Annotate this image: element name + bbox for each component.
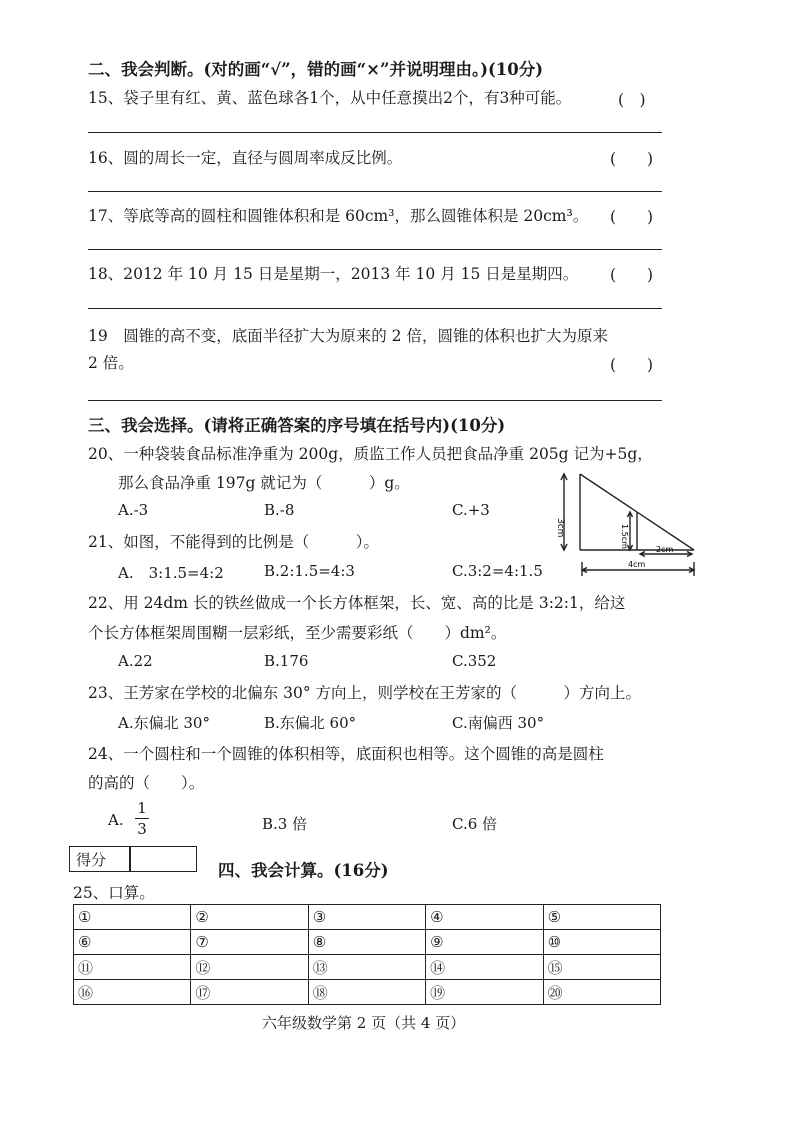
- q23-text: 23、王芳家在学校的北偏东 30° 方向上，则学校在王芳家的（ ）方向上。: [88, 684, 642, 702]
- q17-reason-line[interactable]: [88, 249, 662, 250]
- table-row: [74, 905, 661, 930]
- q19-answer-paren[interactable]: ( ): [610, 356, 654, 374]
- q24-text: 24、一个圆柱和一个圆锥的体积相等，底面积也相等。这个圆锥的高是圆柱: [88, 745, 604, 763]
- q15-reason-line[interactable]: [88, 132, 662, 133]
- q22-text-cont: 个长方体框架周围糊一层彩纸，至少需要彩纸（ ）dm²。: [88, 624, 507, 642]
- section2-title: 二、我会判断。(对的画“√”，错的画“×”并说明理由。)(10分): [88, 60, 544, 79]
- label-3cm: 3cm: [555, 518, 565, 538]
- q16-answer-paren[interactable]: ( ): [610, 150, 654, 168]
- grid-cell-9[interactable]: ⑨: [426, 930, 543, 955]
- label-2cm: 2cm: [656, 545, 674, 554]
- q20-option-a[interactable]: A.-3: [118, 501, 149, 519]
- score-label: 得分: [76, 851, 107, 869]
- section4-title: 四、我会计算。(16分): [218, 861, 389, 880]
- q24-option-a-fraction[interactable]: [135, 799, 149, 838]
- q22-option-c[interactable]: C.352: [452, 652, 497, 670]
- grid-cell-6[interactable]: ⑥: [74, 930, 191, 955]
- grid-cell-4[interactable]: ④: [426, 905, 543, 930]
- grid-cell-19[interactable]: ⑲: [426, 980, 543, 1005]
- q23-option-b[interactable]: B.东偏北 60°: [264, 714, 357, 732]
- q21-text: 21、如图，不能得到的比例是（ ）。: [88, 533, 379, 551]
- q20-option-b[interactable]: B.-8: [264, 501, 295, 519]
- q21-option-a[interactable]: A. 3:1.5=4:2: [118, 564, 224, 582]
- fraction-denominator: 3: [137, 820, 147, 838]
- page-footer: 六年级数学第 2 页（共 4 页）: [262, 1014, 466, 1032]
- grid-cell-10[interactable]: ⑩: [543, 930, 660, 955]
- q20-text-cont: 那么食品净重 197g 就记为（ ）g。: [118, 474, 410, 492]
- q16-text: 16、圆的周长一定，直径与圆周率成反比例。: [88, 149, 403, 167]
- q20-option-c[interactable]: C.+3: [452, 501, 490, 519]
- q18-reason-line[interactable]: [88, 308, 662, 309]
- label-15cm: 1.5cm: [620, 524, 629, 549]
- grid-cell-1[interactable]: ①: [74, 905, 191, 930]
- fraction-numerator: 1: [137, 799, 147, 817]
- q22-option-a[interactable]: A.22: [118, 652, 153, 670]
- q22-option-b[interactable]: B.176: [264, 652, 309, 670]
- q21-option-b[interactable]: B.2:1.5=4:3: [264, 562, 355, 580]
- q21-option-c[interactable]: C.3:2=4:1.5: [452, 562, 543, 580]
- score-input-box[interactable]: [129, 846, 197, 872]
- q16-reason-line[interactable]: [88, 191, 662, 192]
- q23-option-c[interactable]: C.南偏西 30°: [452, 714, 545, 732]
- grid-cell-18[interactable]: ⑱: [308, 980, 425, 1005]
- grid-cell-2[interactable]: ②: [191, 905, 308, 930]
- table-row: [74, 930, 661, 955]
- mental-math-grid: [73, 904, 661, 1005]
- q24-option-a-label[interactable]: A.: [108, 811, 124, 829]
- q24-option-b[interactable]: B.3 倍: [262, 815, 308, 833]
- similar-triangles-figure: [552, 466, 706, 580]
- score-label-box: [69, 846, 131, 872]
- table-row: [74, 980, 661, 1005]
- grid-cell-8[interactable]: ⑧: [308, 930, 425, 955]
- q22-text: 22、用 24dm 长的铁丝做成一个长方体框架，长、宽、高的比是 3:2:1，给这: [88, 594, 626, 612]
- q24-text-cont: 的高的（ ）。: [88, 774, 205, 792]
- grid-cell-5[interactable]: ⑤: [543, 905, 660, 930]
- grid-cell-17[interactable]: ⑰: [191, 980, 308, 1005]
- grid-cell-14[interactable]: ⑭: [426, 955, 543, 980]
- grid-cell-20[interactable]: ⑳: [543, 980, 660, 1005]
- q24-option-c[interactable]: C.6 倍: [452, 815, 498, 833]
- q15-text: 15、袋子里有红、黄、蓝色球各1个，从中任意摸出2个，有3种可能。: [88, 89, 572, 107]
- q19-text: 19 圆锥的高不变，底面半径扩大为原来的 2 倍，圆锥的体积也扩大为原来: [88, 327, 608, 345]
- q17-text: 17、等底等高的圆柱和圆锥体积和是 60cm³，那么圆锥体积是 20cm³。: [88, 207, 589, 225]
- q19-text-cont: 2 倍。: [88, 354, 134, 372]
- q20-text: 20、一种袋装食品标准净重为 200g，质监工作人员把食品净重 205g 记为+5g，: [88, 445, 653, 463]
- q18-answer-paren[interactable]: ( ): [610, 266, 654, 284]
- table-row: [74, 955, 661, 980]
- q25-text: 25、口算。: [73, 884, 155, 902]
- q17-answer-paren[interactable]: ( ): [610, 208, 654, 226]
- label-4cm: 4cm: [628, 560, 646, 569]
- grid-cell-3[interactable]: ③: [308, 905, 425, 930]
- section3-title: 三、我会选择。(请将正确答案的序号填在括号内)(10分): [88, 416, 506, 435]
- grid-cell-15[interactable]: ⑮: [543, 955, 660, 980]
- grid-cell-12[interactable]: ⑫: [191, 955, 308, 980]
- q15-answer-paren[interactable]: ( ): [618, 91, 646, 109]
- q23-option-a[interactable]: A.东偏北 30°: [118, 714, 210, 732]
- q18-text: 18、2012 年 10 月 15 日是星期一，2013 年 10 月 15 日是星期四。: [88, 265, 579, 283]
- grid-cell-16[interactable]: ⑯: [74, 980, 191, 1005]
- q19-reason-line[interactable]: [88, 400, 662, 401]
- grid-cell-7[interactable]: ⑦: [191, 930, 308, 955]
- grid-cell-13[interactable]: ⑬: [308, 955, 425, 980]
- grid-cell-11[interactable]: ⑪: [74, 955, 191, 980]
